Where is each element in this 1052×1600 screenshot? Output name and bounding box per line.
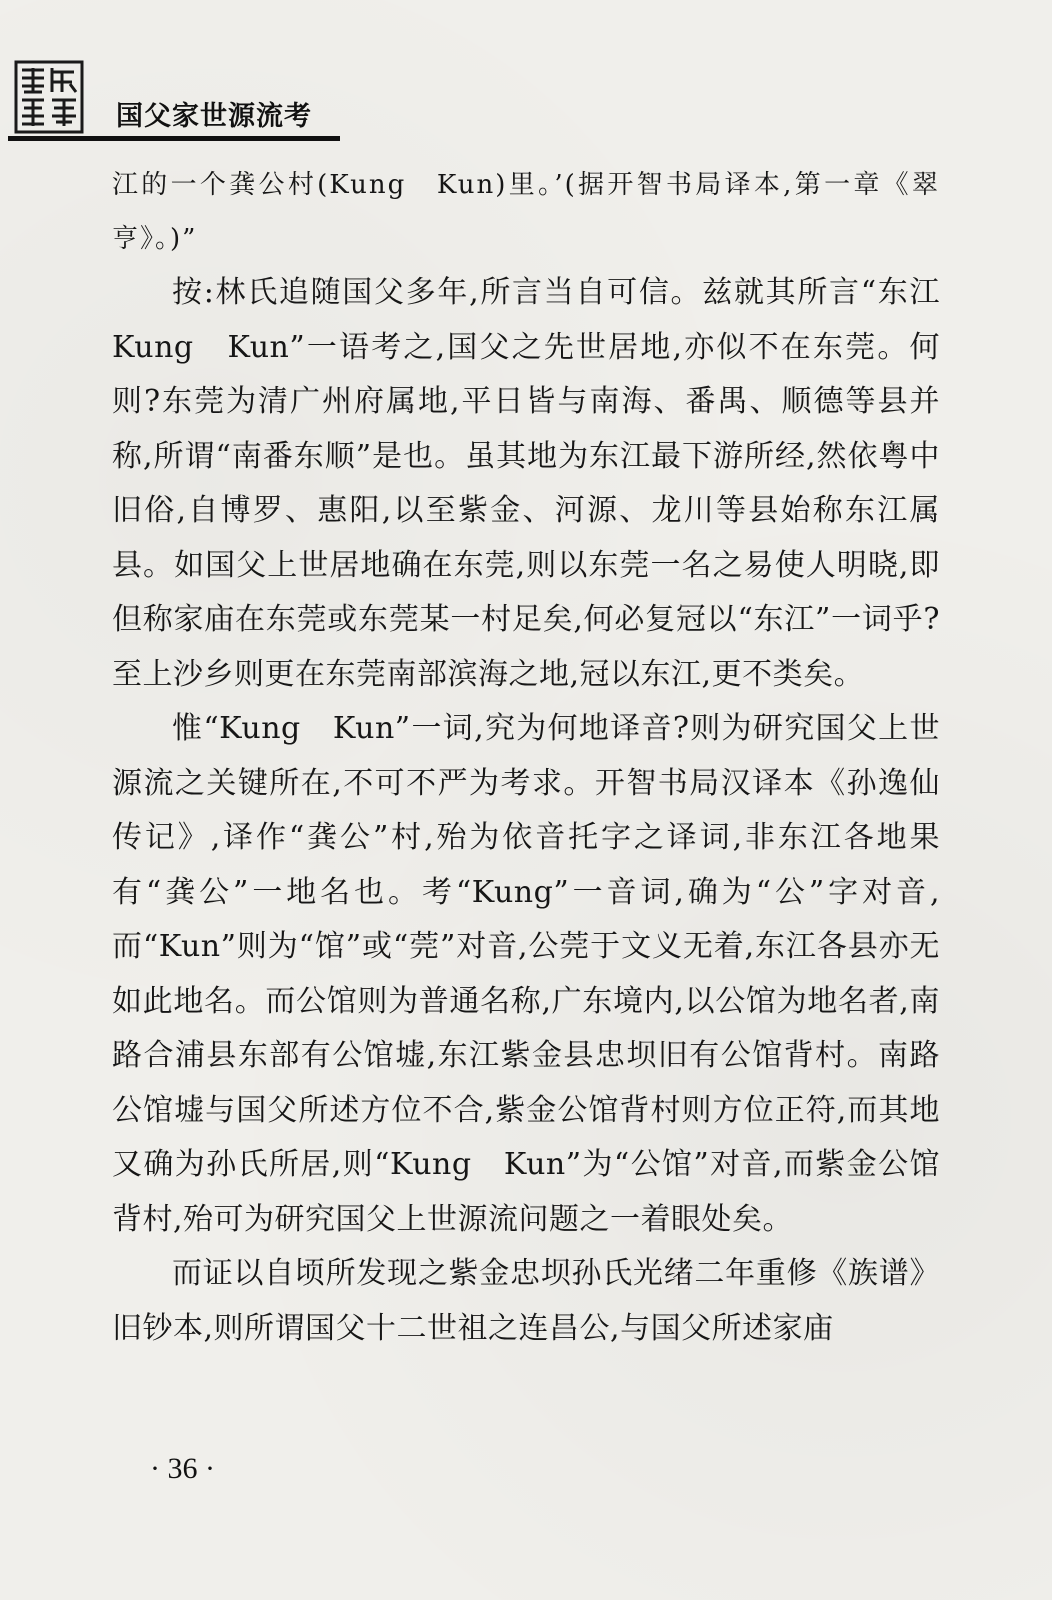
paragraph: 而证以自顷所发现之紫金忠坝孙氏光绪二年重修《族谱》旧钞本,则所谓国父十二世祖之连昌公,与国父所述家庙 [112,1256,940,1346]
running-header [8,58,340,146]
body-text [112,158,940,1356]
paragraph: 按:林氏追随国父多年,所言当自可信。兹就其所言“东江 Kung Kun”一语考之,国父之先世居地,亦似不在东莞。何则?东莞为清广州府属地,平日皆与南海、番禺、顺德等县并称,所谓“南番东顺”是也。虽其地为东江最下游所经,然依粤中旧俗,自博罗、惠阳,以至紫金、河源、龙川等县始称东江属县。如国父上世居地确在东莞,则以东莞一名之易使人明晓,即但称家庙在东莞或东莞某一村足矣,何必复冠以“东江”一词乎?至上沙乡则更在东莞南部滨海之地,冠以东江,更不类矣。 [112,275,940,692]
paragraph-continuation: 江的一个龚公村(Kung Kun)里。’(据开智书局译本,第一章《翠亨》。)” [112,170,940,254]
header-rule [8,136,340,141]
seal-stamp-icon [14,60,84,134]
paragraph: 惟“Kung Kun”一词,究为何地译音?则为研究国父上世源流之关键所在,不可不严为考求。开智书局汉译本《孙逸仙传记》,译作“龚公”村,殆为依音托字之译词,非东江各地果有“龚公”一地名也。考“Kung”一音词,确为“公”字对音,而“Kun”则为“馆”或“莞”对音,公莞于文义无着,东江各县亦无如此地名。而公馆则为普通名称,广东境内,以公馆为地名者,南路合浦县东部有公馆墟,东江紫金县忠坝旧有公馆背村。南路公馆墟与国父所述方位不合,紫金公馆背村则方位正符,而其地又确为孙氏所居,则“Kung Kun”为“公馆”对音,而紫金公馆背村,殆可为研究国父上世源流问题之一着眼处矣。 [112,711,940,1237]
page-number: · 36 · [150,1452,215,1485]
running-title: 国父家世源流考 [116,101,312,132]
